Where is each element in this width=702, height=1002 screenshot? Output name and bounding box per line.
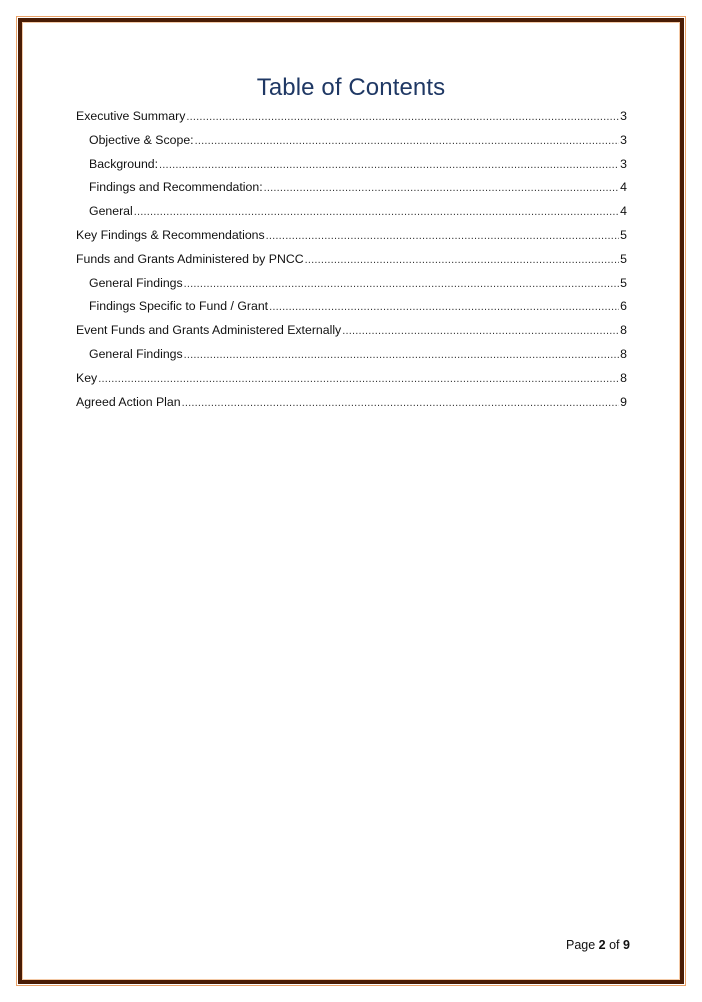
toc-entry-label: Key Findings & Recommendations [76, 227, 265, 242]
toc-entry-label: General Findings [89, 346, 183, 361]
toc-entry-page: 4 [620, 180, 627, 195]
toc-entry-funds-pncc[interactable] [76, 249, 627, 273]
toc-entry-label: Findings Specific to Fund / Grant [89, 299, 269, 314]
toc-entry-findings-recommendation[interactable] [76, 177, 627, 201]
toc-entry-key-findings[interactable] [76, 225, 627, 249]
toc-leader-dots [269, 297, 619, 317]
toc-leader-dots [266, 226, 620, 246]
toc-entry-label: General [89, 204, 133, 219]
toc-entry-findings-specific[interactable] [76, 296, 627, 320]
toc-entry-page: 3 [620, 109, 627, 123]
toc-entry-general-findings-external[interactable] [76, 344, 627, 368]
toc-entry-general[interactable] [76, 201, 627, 225]
toc-leader-dots [184, 345, 620, 365]
toc-entry-page: 3 [620, 132, 627, 147]
toc-leader-dots [305, 250, 620, 270]
toc-leader-dots [342, 321, 619, 341]
toc-leader-dots [264, 178, 620, 198]
toc-leader-dots [184, 274, 620, 294]
toc-entry-objective-scope[interactable] [76, 130, 627, 154]
toc-entry-page: 9 [620, 394, 627, 409]
toc-title: Table of Contents [256, 74, 446, 101]
toc-entry-page: 8 [620, 370, 627, 385]
toc-entry-label: Findings and Recommendation: [89, 180, 263, 195]
toc-entry-label: Agreed Action Plan [76, 394, 181, 409]
toc-entry-page: 4 [620, 204, 627, 219]
toc-entry-page: 5 [620, 251, 627, 266]
toc-entry-agreed-action-plan[interactable] [76, 392, 627, 416]
toc-entry-label: Event Funds and Grants Administered Externally [76, 323, 342, 338]
toc-leader-dots [159, 155, 619, 175]
toc-entry-event-funds-external[interactable] [76, 320, 627, 344]
toc-entry-page: 5 [620, 275, 627, 290]
toc-entry-general-findings-pncc[interactable] [76, 273, 627, 297]
footer-total-pages: 9 [623, 938, 630, 952]
footer-of-label: of [605, 938, 623, 952]
toc-entry-label: Executive Summary [76, 109, 186, 123]
footer-current-page: 2 [598, 938, 606, 952]
toc-entry-label: General Findings [89, 275, 183, 290]
toc-entry-background[interactable] [76, 154, 627, 178]
toc-entry-page: 8 [620, 346, 627, 361]
toc-list [76, 106, 627, 415]
toc-entry-page: 3 [620, 156, 627, 171]
toc-leader-dots [134, 202, 619, 222]
toc-entry-label: Background: [89, 156, 159, 171]
toc-entry-page: 5 [620, 227, 627, 242]
toc-leader-dots [98, 369, 619, 389]
toc-entry-key[interactable] [76, 368, 627, 392]
toc-entry-page: 6 [620, 299, 627, 314]
footer-page-prefix: Page [566, 938, 599, 952]
toc-entry-label: Objective & Scope: [89, 132, 194, 147]
toc-entry-page: 8 [620, 323, 627, 338]
toc-entry-label: Funds and Grants Administered by PNCC [76, 251, 304, 266]
page-footer [566, 938, 630, 952]
toc-entry-executive-summary[interactable] [76, 106, 627, 130]
toc-leader-dots [195, 131, 620, 151]
toc-leader-dots [182, 393, 620, 413]
toc-leader-dots [186, 107, 619, 127]
toc-entry-label: Key [76, 370, 98, 385]
